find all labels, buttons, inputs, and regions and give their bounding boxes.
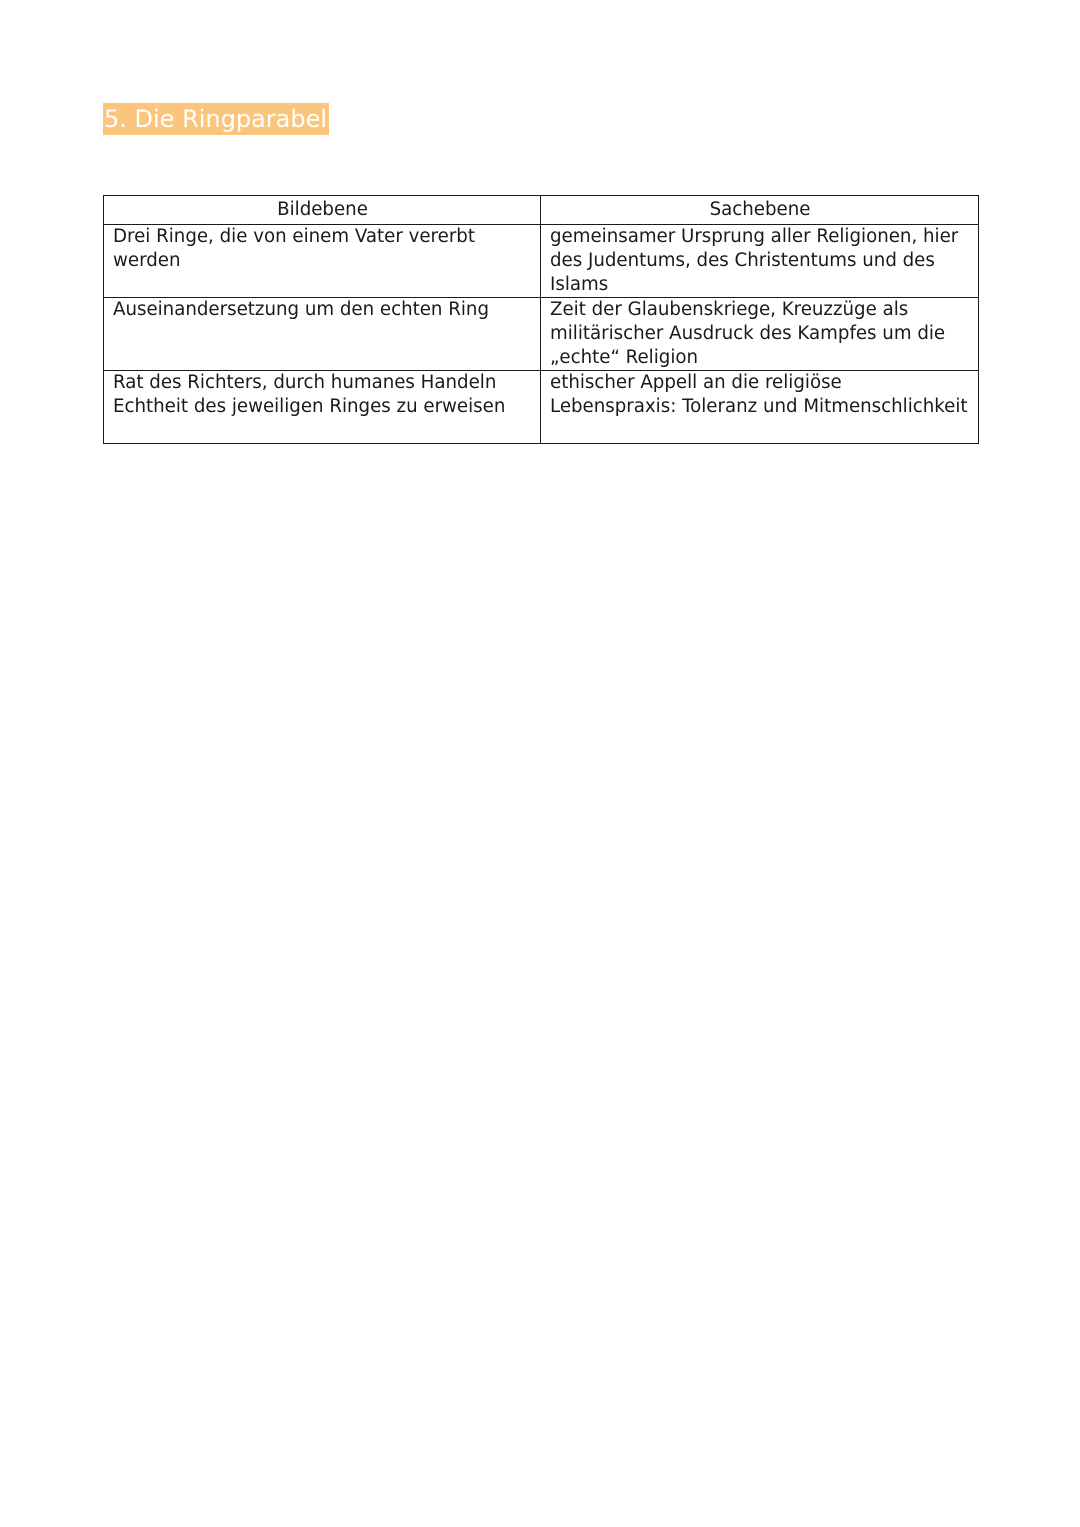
table-cell-sachebene: ethischer Appell an die religiöse Lebenspraxis: Toleranz und Mitmenschlichkeit bbox=[541, 371, 979, 444]
table-cell-sachebene: Zeit der Glaubenskriege, Kreuzzüge als militärischer Ausdruck des Kampfes um die „echte“ Religion bbox=[541, 298, 979, 371]
table-header-row bbox=[104, 196, 979, 225]
table-row bbox=[104, 225, 979, 298]
column-header-sachebene: Sachebene bbox=[541, 196, 979, 225]
table-row bbox=[104, 298, 979, 371]
table-cell-bildebene: Drei Ringe, die von einem Vater vererbt werden bbox=[104, 225, 541, 298]
table-cell-bildebene: Auseinandersetzung um den echten Ring bbox=[104, 298, 541, 371]
ringparabel-table bbox=[103, 195, 979, 444]
table-row bbox=[104, 371, 979, 444]
table-cell-bildebene: Rat des Richters, durch humanes Handeln Echtheit des jeweiligen Ringes zu erweisen bbox=[104, 371, 541, 444]
table-cell-sachebene: gemeinsamer Ursprung aller Religionen, hier des Judentums, des Christentums und des Islams bbox=[541, 225, 979, 298]
section-heading: 5. Die Ringparabel bbox=[104, 105, 328, 133]
column-header-bildebene: Bildebene bbox=[104, 196, 541, 225]
